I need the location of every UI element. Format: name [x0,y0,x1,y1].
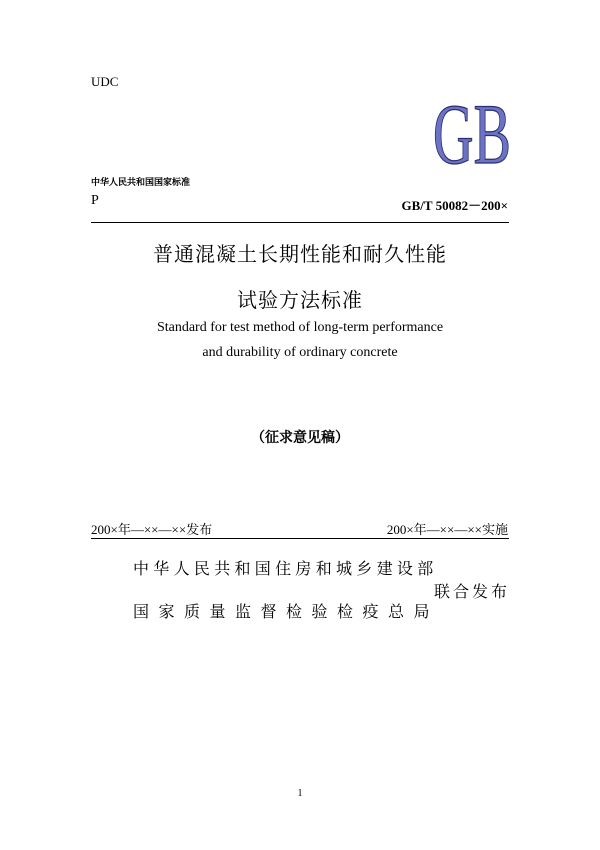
gb-logo-text: GB [433,86,511,182]
title-english-line-1: Standard for test method of long-term performance [156,320,444,335]
title-chinese-line-2: 试验方法标准 [237,288,363,312]
national-standard-label: 中华人民共和国国家标准 [91,178,191,188]
draft-note: （征求意见稿） [251,430,349,446]
date-divider [91,538,509,539]
issuer-ministry: 中华人民共和国住房和城乡建设部 [133,559,438,578]
issuer-aqsiq: 国家质量监督检验检疫总局 [133,602,440,621]
standard-number: GB/T 50082－200× [401,198,508,213]
classification-code: P [91,193,99,208]
title-english-line-2: and durability of ordinary concrete [202,345,398,360]
implementation-date: 200×年—××—××实施 [386,522,508,537]
gb-logo [432,86,512,182]
header-divider [91,222,509,223]
joint-release-label: 联合发布 [434,582,511,601]
title-chinese-line-1: 普通混凝土长期性能和耐久性能 [153,242,447,266]
issue-date: 200×年—××—××发布 [91,522,213,537]
udc-label: UDC [91,74,119,89]
page-number: 1 [297,788,303,799]
